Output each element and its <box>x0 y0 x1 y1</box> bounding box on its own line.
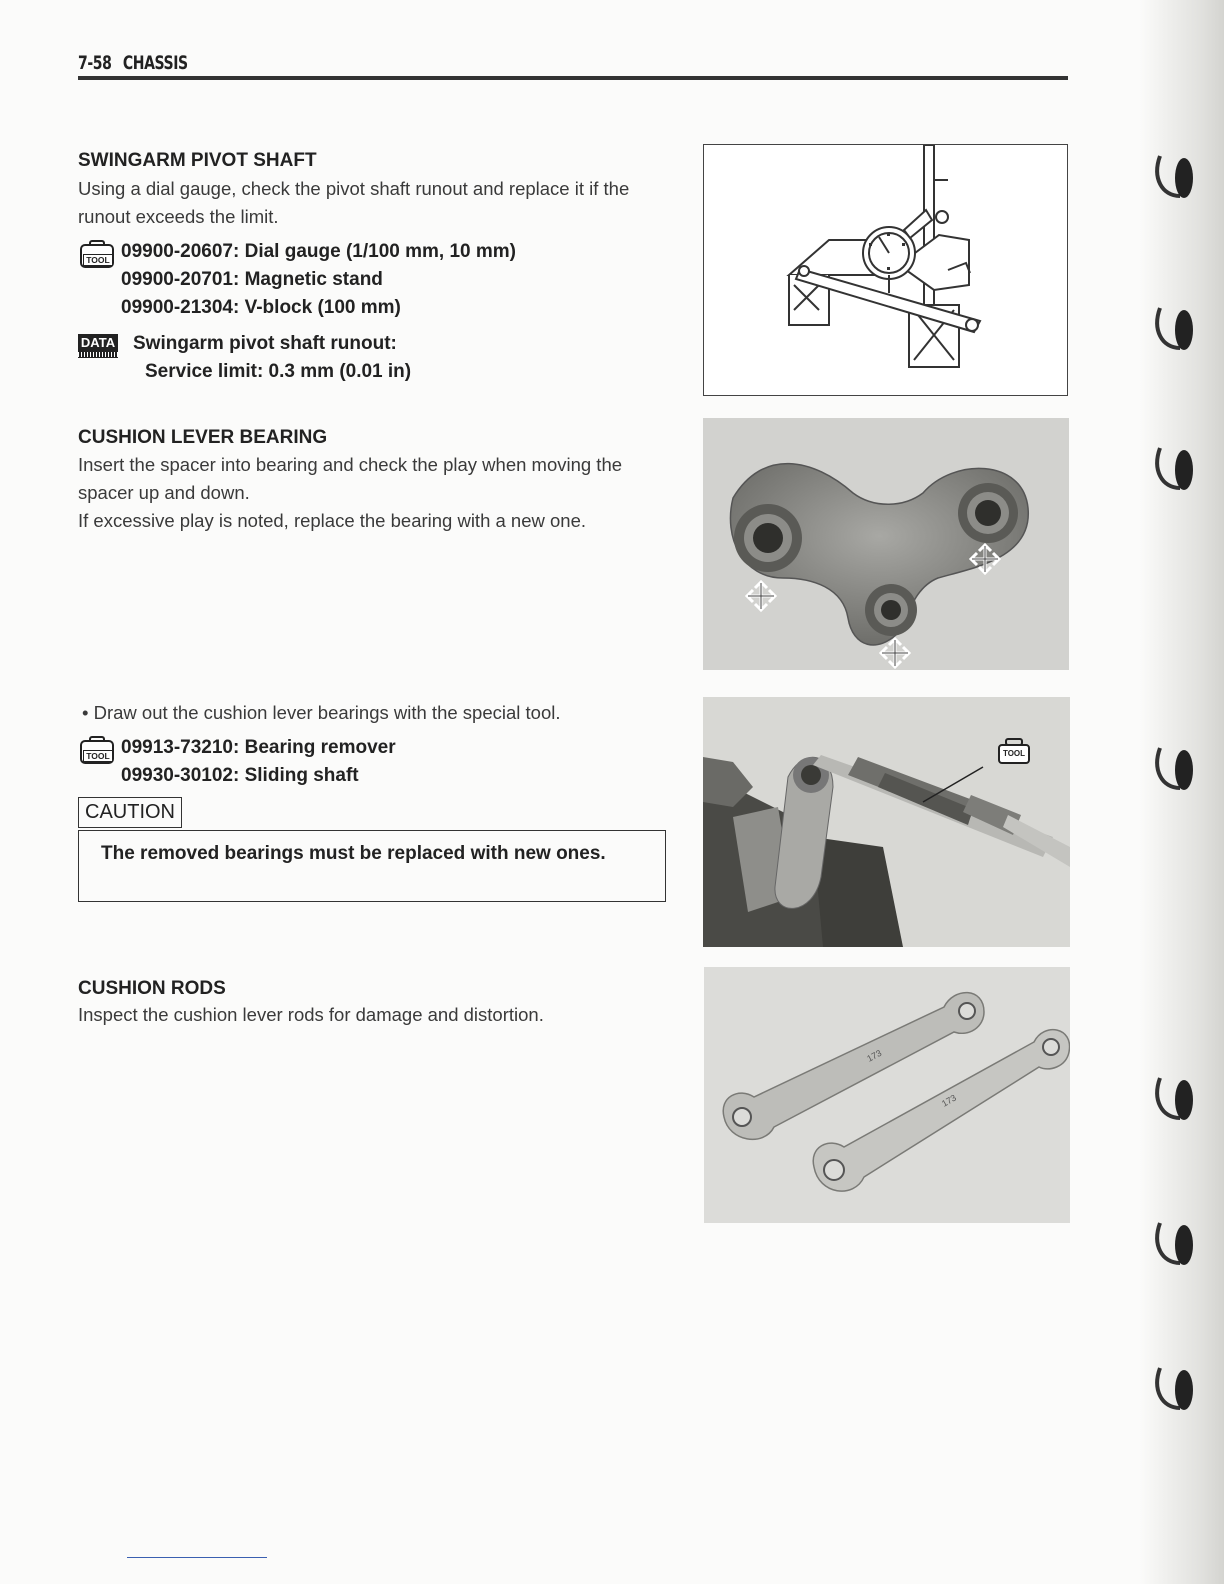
cushion-lever-text <box>78 451 678 535</box>
header-text <box>78 52 188 74</box>
figure-tool-label: TOOL <box>1002 749 1026 758</box>
toolbox-lid <box>89 736 105 741</box>
cushion-lever-paragraph-1: Insert the spacer into bearing and check the play when moving the spacer up and down. <box>78 454 623 503</box>
data-icon-label: DATA <box>80 335 116 350</box>
swingarm-text <box>78 175 678 231</box>
caution-box: The removed bearings must be replaced with new ones. <box>78 830 666 902</box>
tool-line-2: 09900-20701: Magnetic stand <box>121 269 383 290</box>
data-icon <box>78 334 118 358</box>
figure-dial-gauge <box>703 144 1068 396</box>
toolbox-lid <box>89 240 105 245</box>
draw-out-bullet: • Draw out the cushion lever bearings with the special tool. <box>82 702 561 723</box>
cushion-lever-heading: CUSHION LEVER BEARING <box>78 427 328 448</box>
binder-ring-icon <box>1150 740 1194 796</box>
caution-label: CAUTION <box>78 797 182 828</box>
tool-icon-label: TOOL <box>83 750 113 762</box>
data-value: Service limit: 0.3 mm (0.01 in) <box>145 361 412 382</box>
cushion-rods-photo <box>704 967 1070 1223</box>
tool-icon-2 <box>80 740 114 764</box>
tool-line-5: 09930-30102: Sliding shaft <box>121 765 359 786</box>
data-icon-ruler <box>78 352 118 357</box>
footer-line <box>127 1557 267 1558</box>
data-title: Swingarm pivot shaft runout: <box>133 333 397 354</box>
binder-ring-icon <box>1150 148 1194 204</box>
rod-marking-1: 173 <box>865 1047 884 1064</box>
binder-ring-icon <box>1150 1360 1194 1416</box>
swingarm-heading: SWINGARM PIVOT SHAFT <box>78 150 317 171</box>
binder-ring-icon <box>1150 440 1194 496</box>
page-number: 7-58 <box>78 52 112 74</box>
binder-ring-icon <box>1150 1215 1194 1271</box>
header-rule <box>78 76 1068 80</box>
page-header <box>78 52 1068 82</box>
tool-icon-label: TOOL <box>83 254 113 266</box>
tool-line-3: 09900-21304: V-block (100 mm) <box>121 297 401 318</box>
cushion-rods-heading: CUSHION RODS <box>78 978 226 999</box>
binder-ring-icon <box>1150 300 1194 356</box>
cushion-rods-text <box>78 1001 678 1029</box>
cushion-lever-photo <box>703 418 1069 670</box>
swingarm-paragraph: Using a dial gauge, check the pivot shaft runout and replace it if the runout exceeds the limit. <box>78 178 630 227</box>
bearing-remover-photo <box>703 697 1070 947</box>
figure-cushion-rods <box>704 967 1070 1223</box>
tool-line-1: 09900-20607: Dial gauge (1/100 mm, 10 mm) <box>121 241 516 262</box>
draw-out-step <box>82 699 682 727</box>
section-title: CHASSIS <box>122 52 188 74</box>
dial-gauge-drawing <box>704 145 1066 394</box>
rod-marking-2: 173 <box>940 1092 959 1109</box>
tool-line-4: 09913-73210: Bearing remover <box>121 737 396 758</box>
figure-bearing-remover <box>703 697 1070 947</box>
tool-icon <box>80 244 114 268</box>
cushion-lever-paragraph-2: If excessive play is noted, replace the bearing with a new one. <box>78 510 587 531</box>
figure-cushion-lever <box>703 418 1069 670</box>
binder-ring-icon <box>1150 1070 1194 1126</box>
cushion-rods-paragraph: Inspect the cushion lever rods for damage and distortion. <box>78 1004 544 1025</box>
